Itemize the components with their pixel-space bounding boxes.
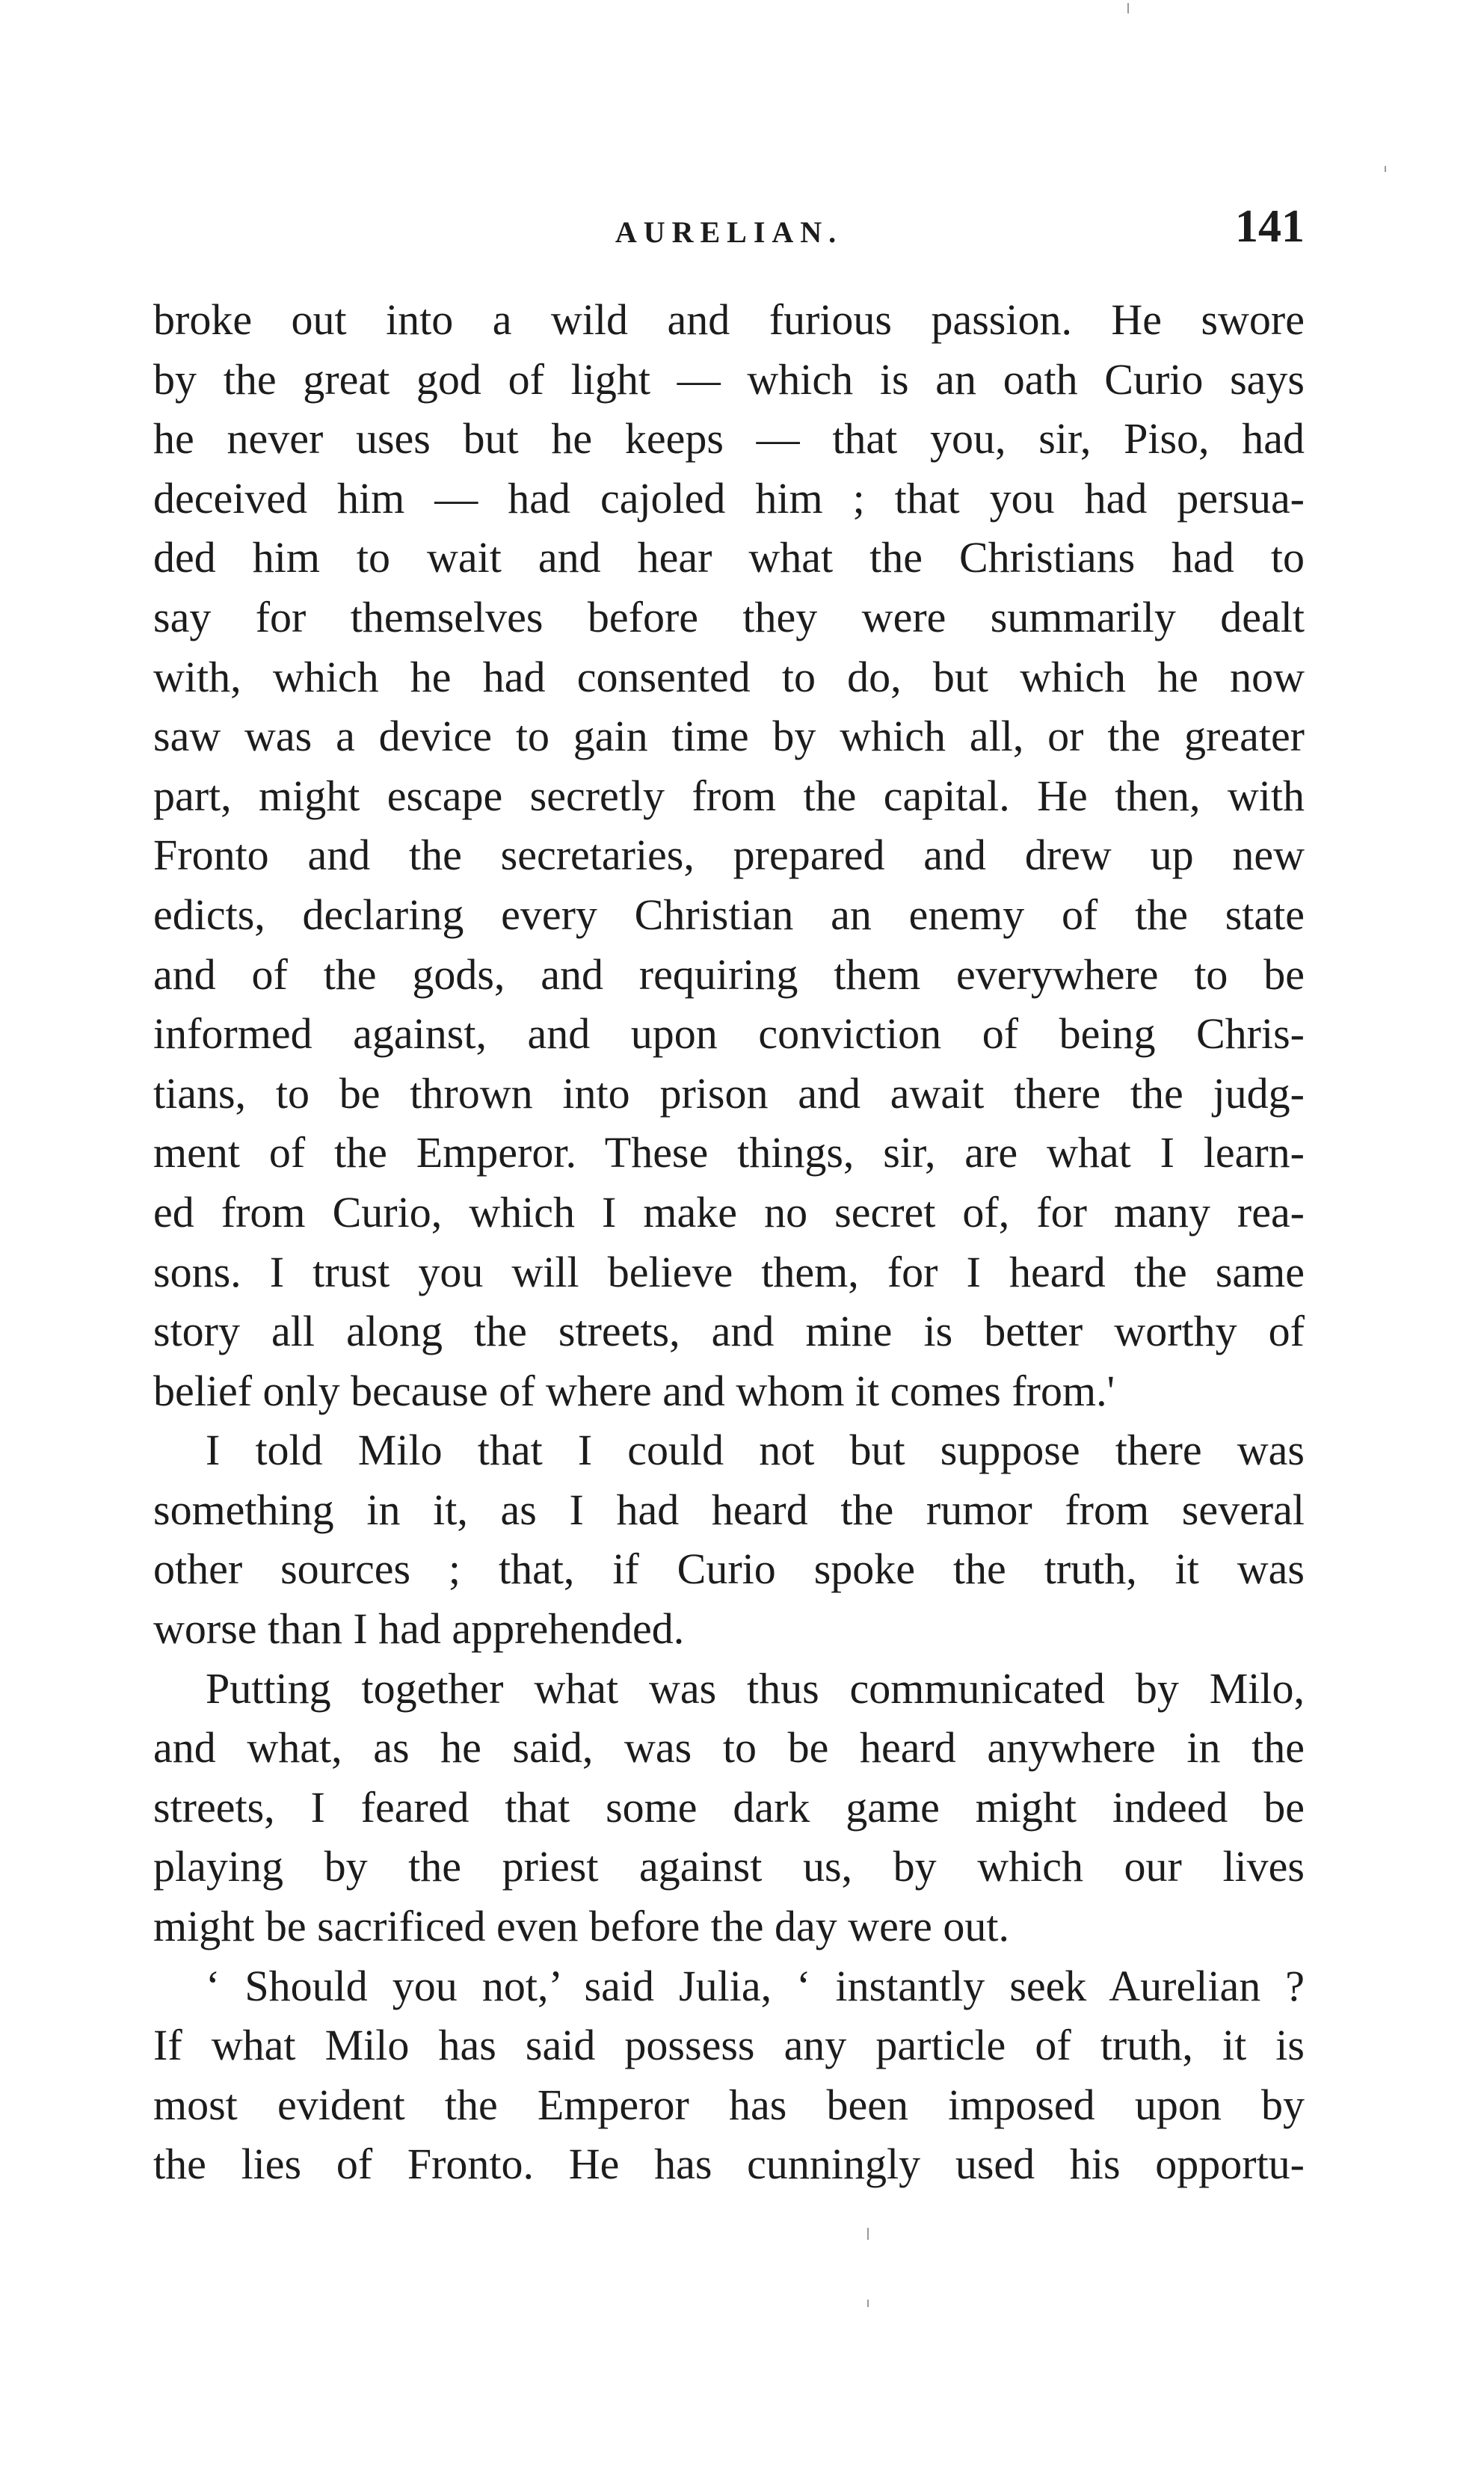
text-line: other sources ; that, if Curio spoke the truth, it was bbox=[153, 1545, 1305, 1594]
text-line: ed from Curio, which I make no secret of, for many rea- bbox=[153, 1187, 1305, 1237]
text-line: story all along the streets, and mine is better worthy of bbox=[153, 1307, 1305, 1356]
text-line: belief only because of where and whom it comes from.' bbox=[153, 1366, 1115, 1415]
text-line: streets, I feared that some dark game might indeed be bbox=[153, 1782, 1305, 1832]
text-line: might be sacrificed even before the day were out. bbox=[153, 1902, 1009, 1951]
text-line: deceived him — had cajoled him ; that you had persua- bbox=[153, 473, 1305, 523]
text-line: and of the gods, and requiring them everywhere to be bbox=[153, 949, 1305, 999]
text-line: If what Milo has said possess any particle of truth, it is bbox=[153, 2021, 1305, 2070]
text-line: and what, as he said, was to be heard anywhere in the bbox=[153, 1723, 1305, 1773]
text-line: Fronto and the secretaries, prepared and drew up new bbox=[153, 831, 1305, 880]
text-line: saw was a device to gain time by which all, or the greater bbox=[153, 712, 1305, 761]
scan-speck bbox=[1127, 3, 1129, 13]
text-line: Putting together what was thus communicated by Milo, bbox=[206, 1663, 1305, 1713]
scan-speck bbox=[1385, 166, 1386, 172]
text-line: he never uses but he keeps — that you, sir, Piso, had bbox=[153, 414, 1305, 464]
text-line: tians, to be thrown into prison and await there the judg- bbox=[153, 1068, 1305, 1118]
page-number: 141 bbox=[1235, 201, 1305, 252]
text-line: ‘ Should you not,’ said Julia, ‘ instantly seek Aurelian ? bbox=[206, 1961, 1305, 2010]
text-line: say for themselves before they were summarily dealt bbox=[153, 592, 1305, 641]
text-line: something in it, as I had heard the rumor from several bbox=[153, 1485, 1305, 1534]
text-line: informed against, and upon conviction of being Chris- bbox=[153, 1009, 1305, 1059]
page-header bbox=[153, 200, 1305, 260]
text-line: worse than I had apprehended. bbox=[153, 1604, 685, 1654]
body-text bbox=[153, 290, 1305, 2194]
text-line: playing by the priest against us, by which our lives bbox=[153, 1842, 1305, 1891]
text-line: sons. I trust you will believe them, for I heard the same bbox=[153, 1247, 1305, 1296]
text-line: by the great god of light — which is an oath Curio says bbox=[153, 354, 1305, 404]
paragraph bbox=[153, 290, 1305, 1420]
text-line: ment of the Emperor. These things, sir, are what I learn- bbox=[153, 1128, 1305, 1177]
paragraph bbox=[153, 1956, 1305, 2194]
text-line: edicts, declaring every Christian an enemy of the state bbox=[153, 890, 1305, 939]
text-line: the lies of Fronto. He has cunningly used his opportu- bbox=[153, 2140, 1305, 2189]
text-line: ded him to wait and hear what the Christians had to bbox=[153, 533, 1305, 582]
running-head-title: AURELIAN. bbox=[615, 215, 843, 249]
scan-speck bbox=[867, 2228, 869, 2240]
text-line: broke out into a wild and furious passion. He swore bbox=[153, 295, 1305, 344]
text-line: I told Milo that I could not but suppose there was bbox=[206, 1426, 1305, 1475]
paragraph bbox=[153, 1420, 1305, 1658]
text-line: most evident the Emperor has been imposed upon by bbox=[153, 2080, 1305, 2129]
text-line: part, might escape secretly from the capital. He then, with bbox=[153, 771, 1305, 820]
paragraph bbox=[153, 1659, 1305, 1956]
text-line: with, which he had consented to do, but which he now bbox=[153, 652, 1305, 701]
scan-speck bbox=[867, 2300, 869, 2307]
